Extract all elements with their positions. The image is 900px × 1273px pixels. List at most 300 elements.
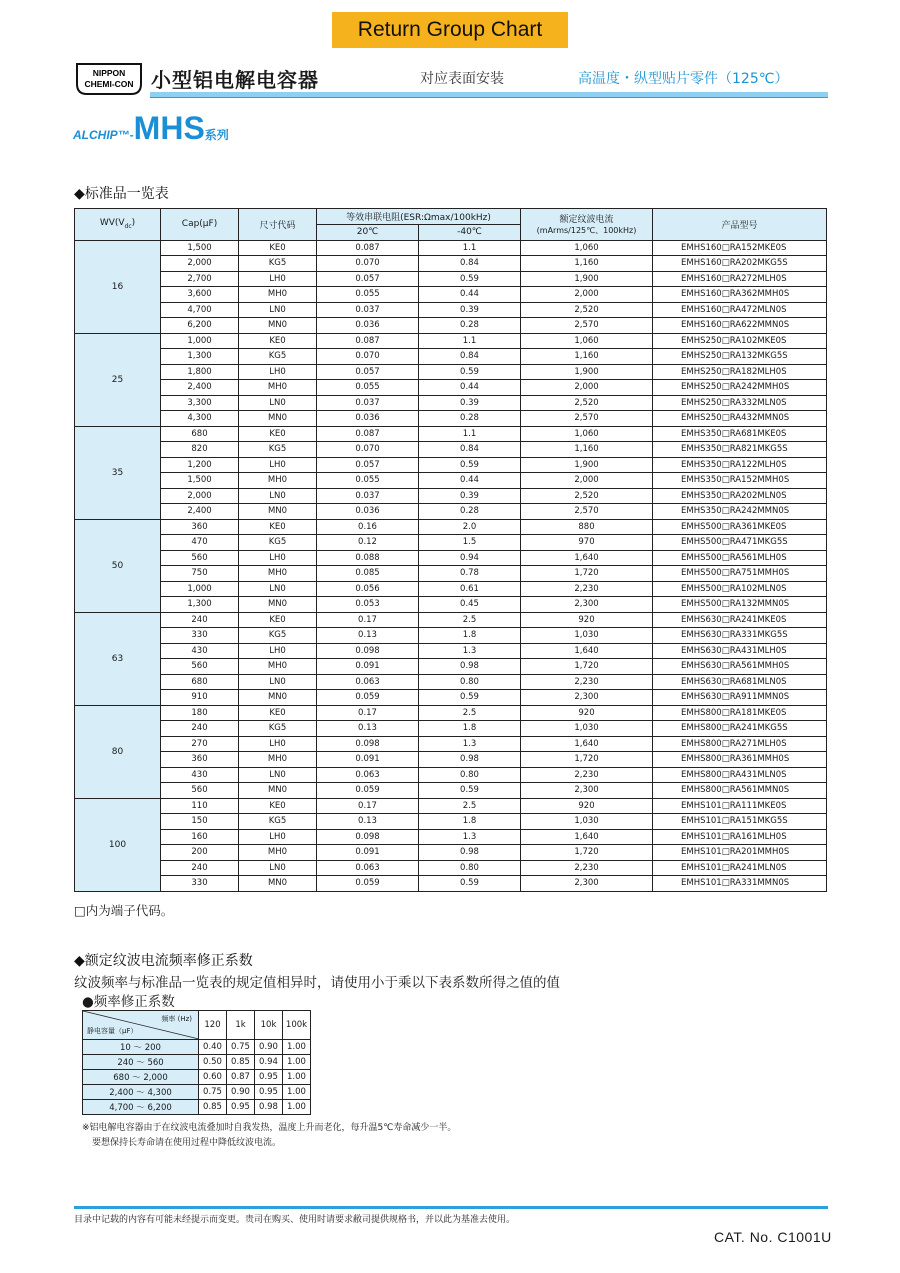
esr-minus40c-cell: 1.3 (419, 736, 521, 752)
size-code-cell: MH0 (239, 380, 317, 396)
size-code-cell: LN0 (239, 860, 317, 876)
size-code-cell: KG5 (239, 442, 317, 458)
esr-20c-cell: 0.16 (317, 519, 419, 535)
size-code-cell: KE0 (239, 333, 317, 349)
ripple-note-line-1: ※铝电解电容器由于在纹波电流叠加时自我发热，温度上升而老化，每升温5℃寿命减少一半。 (82, 1123, 457, 1133)
ripple-cell: 2,000 (521, 473, 653, 489)
size-code-cell: MN0 (239, 690, 317, 706)
size-code-cell: KE0 (239, 240, 317, 256)
size-code-cell: LH0 (239, 271, 317, 287)
ripple-cell: 1,640 (521, 829, 653, 845)
ripple-cell: 2,230 (521, 581, 653, 597)
coefficient-cell: 0.94 (255, 1055, 283, 1070)
part-number-cell: EMHS500□RA102MLN0S (653, 581, 827, 597)
ripple-cell: 1,720 (521, 845, 653, 861)
cap-cell: 3,300 (161, 395, 239, 411)
coefficient-cell: 0.85 (227, 1055, 255, 1070)
coefficient-cell: 0.95 (255, 1070, 283, 1085)
series-model: MHS (133, 110, 205, 146)
part-number-cell: EMHS500□RA751MMH0S (653, 566, 827, 582)
corner-capacitance-label: 静电容量（μF） (87, 1027, 138, 1035)
ripple-cell: 920 (521, 705, 653, 721)
part-number-cell: EMHS250□RA182MLH0S (653, 364, 827, 380)
table-row (83, 1085, 311, 1100)
table-row (75, 597, 827, 613)
esr-20c-cell: 0.057 (317, 271, 419, 287)
part-number-cell: EMHS101□RA241MLN0S (653, 860, 827, 876)
table-row (75, 876, 827, 892)
table-row (75, 240, 827, 256)
series-name (73, 110, 229, 147)
ripple-cell: 1,160 (521, 442, 653, 458)
catalog-number: CAT. No. C1001U (714, 1229, 832, 1245)
table-row (75, 442, 827, 458)
table-row (75, 457, 827, 473)
part-number-cell: EMHS350□RA152MMH0S (653, 473, 827, 489)
return-group-chart-button[interactable]: Return Group Chart (332, 12, 568, 48)
table-row (75, 302, 827, 318)
table-row (75, 519, 827, 535)
size-code-cell: MH0 (239, 845, 317, 861)
coefficient-cell: 0.95 (227, 1100, 255, 1115)
table-row (75, 721, 827, 737)
size-code-cell: MH0 (239, 752, 317, 768)
esr-20c-cell: 0.036 (317, 504, 419, 520)
header-esr: 等效串联电阻(ESR:Ωmax/100kHz) (317, 209, 521, 225)
table-row (75, 318, 827, 334)
esr-minus40c-cell: 2.5 (419, 798, 521, 814)
cap-cell: 6,200 (161, 318, 239, 334)
part-number-cell: EMHS500□RA361MKE0S (653, 519, 827, 535)
esr-minus40c-cell: 0.59 (419, 364, 521, 380)
size-code-cell: LN0 (239, 488, 317, 504)
table-row (75, 271, 827, 287)
esr-minus40c-cell: 0.80 (419, 767, 521, 783)
esr-20c-cell: 0.087 (317, 333, 419, 349)
size-code-cell: KE0 (239, 519, 317, 535)
esr-minus40c-cell: 0.28 (419, 411, 521, 427)
part-number-cell: EMHS350□RA821MKG5S (653, 442, 827, 458)
cap-cell: 4,300 (161, 411, 239, 427)
cap-cell: 560 (161, 783, 239, 799)
cap-cell: 150 (161, 814, 239, 830)
size-code-cell: MH0 (239, 473, 317, 489)
esr-minus40c-cell: 0.28 (419, 318, 521, 334)
cap-cell: 2,000 (161, 488, 239, 504)
size-code-cell: LH0 (239, 550, 317, 566)
ripple-cell: 2,300 (521, 690, 653, 706)
part-number-cell: EMHS250□RA242MMH0S (653, 380, 827, 396)
part-number-cell: EMHS800□RA181MKE0S (653, 705, 827, 721)
esr-20c-cell: 0.098 (317, 643, 419, 659)
part-number-cell: EMHS350□RA202MLN0S (653, 488, 827, 504)
cap-cell: 1,000 (161, 333, 239, 349)
esr-minus40c-cell: 0.59 (419, 876, 521, 892)
esr-minus40c-cell: 0.59 (419, 457, 521, 473)
size-code-cell: LN0 (239, 581, 317, 597)
table-row (75, 504, 827, 520)
size-code-cell: MH0 (239, 659, 317, 675)
header-part-number: 产品型号 (653, 209, 827, 241)
ripple-cell: 2,520 (521, 395, 653, 411)
coefficient-cell: 0.90 (227, 1085, 255, 1100)
size-code-cell: KG5 (239, 628, 317, 644)
ripple-cell: 2,230 (521, 860, 653, 876)
esr-minus40c-cell: 1.8 (419, 814, 521, 830)
cap-cell: 160 (161, 829, 239, 845)
standard-product-table (74, 208, 827, 892)
part-number-cell: EMHS800□RA361MMH0S (653, 752, 827, 768)
coefficient-cell: 0.90 (255, 1040, 283, 1055)
ripple-cell: 2,570 (521, 411, 653, 427)
part-number-cell: EMHS101□RA331MMN0S (653, 876, 827, 892)
cap-cell: 820 (161, 442, 239, 458)
coefficient-cell: 1.00 (283, 1100, 311, 1115)
footer-disclaimer: 目录中记载的内容有可能未经提示而变更。贵司在购买、使用时请要求敝司提供规格书，并以此为基准去使用。 (74, 1215, 516, 1225)
esr-minus40c-cell: 1.8 (419, 721, 521, 737)
ripple-cell: 920 (521, 798, 653, 814)
size-code-cell: LN0 (239, 395, 317, 411)
cap-cell: 750 (161, 566, 239, 582)
size-code-cell: MN0 (239, 411, 317, 427)
ripple-cell: 2,230 (521, 674, 653, 690)
esr-20c-cell: 0.13 (317, 814, 419, 830)
esr-20c-cell: 0.070 (317, 442, 419, 458)
part-number-cell: EMHS101□RA151MKG5S (653, 814, 827, 830)
corner-frequency-label: 频率 (Hz) (161, 1015, 192, 1023)
esr-20c-cell: 0.057 (317, 457, 419, 473)
esr-20c-cell: 0.17 (317, 705, 419, 721)
esr-minus40c-cell: 0.44 (419, 287, 521, 303)
part-number-cell: EMHS630□RA241MKE0S (653, 612, 827, 628)
esr-20c-cell: 0.13 (317, 721, 419, 737)
ripple-cell: 1,640 (521, 643, 653, 659)
coefficient-cell: 0.95 (255, 1085, 283, 1100)
esr-20c-cell: 0.056 (317, 581, 419, 597)
cap-cell: 1,300 (161, 597, 239, 613)
part-number-cell: EMHS500□RA471MKG5S (653, 535, 827, 551)
size-code-cell: MN0 (239, 504, 317, 520)
ripple-cell: 2,300 (521, 783, 653, 799)
series-suffix: 系列 (204, 128, 229, 142)
part-number-cell: EMHS800□RA431MLN0S (653, 767, 827, 783)
cap-cell: 680 (161, 674, 239, 690)
part-number-cell: EMHS630□RA911MMN0S (653, 690, 827, 706)
cap-cell: 180 (161, 705, 239, 721)
table-row (75, 287, 827, 303)
ripple-note-line-2: 要想保持长寿命请在使用过程中降低纹波电流。 (92, 1138, 282, 1148)
table-row (75, 845, 827, 861)
coefficient-cell: 1.00 (283, 1055, 311, 1070)
size-code-cell: KE0 (239, 426, 317, 442)
esr-20c-cell: 0.091 (317, 659, 419, 675)
cap-cell: 1,500 (161, 240, 239, 256)
table-row (75, 829, 827, 845)
standard-list-heading: ◆标准品一览表 (74, 186, 169, 202)
esr-20c-cell: 0.057 (317, 364, 419, 380)
capacitance-range-cell: 4,700 〜 6,200 (83, 1100, 199, 1115)
frequency-description: 纹波频率与标准品一览表的规定值相异时，请使用小于乘以下表系数所得之值的值 (74, 975, 560, 991)
frequency-subheading: ●频率修正系数 (82, 994, 175, 1010)
table-row (83, 1040, 311, 1055)
table-row (75, 566, 827, 582)
size-code-cell: KG5 (239, 535, 317, 551)
table-row (75, 395, 827, 411)
esr-minus40c-cell: 0.39 (419, 302, 521, 318)
cap-cell: 200 (161, 845, 239, 861)
feature-tagline: 高温度・纵型贴片零件（125℃） (578, 71, 789, 87)
part-number-cell: EMHS630□RA561MMH0S (653, 659, 827, 675)
esr-minus40c-cell: 0.44 (419, 380, 521, 396)
coefficient-cell: 0.75 (199, 1085, 227, 1100)
table-row (83, 1070, 311, 1085)
part-number-cell: EMHS800□RA561MMN0S (653, 783, 827, 799)
freq-col-10k: 10k (255, 1011, 283, 1040)
frequency-table-corner (83, 1011, 199, 1040)
table-row (75, 473, 827, 489)
esr-20c-cell: 0.063 (317, 767, 419, 783)
capacitance-range-cell: 10 〜 200 (83, 1040, 199, 1055)
esr-minus40c-cell: 0.39 (419, 395, 521, 411)
table-row (75, 550, 827, 566)
table-row (75, 690, 827, 706)
part-number-cell: EMHS500□RA132MMN0S (653, 597, 827, 613)
coefficient-cell: 0.50 (199, 1055, 227, 1070)
esr-minus40c-cell: 1.5 (419, 535, 521, 551)
size-code-cell: LN0 (239, 302, 317, 318)
table-row (75, 674, 827, 690)
size-code-cell: LH0 (239, 364, 317, 380)
part-number-cell: EMHS160□RA362MMH0S (653, 287, 827, 303)
size-code-cell: KE0 (239, 705, 317, 721)
esr-minus40c-cell: 0.94 (419, 550, 521, 566)
part-number-cell: EMHS630□RA331MKG5S (653, 628, 827, 644)
esr-20c-cell: 0.088 (317, 550, 419, 566)
logo-line-2: CHEMI-CON (84, 79, 134, 89)
table-row (75, 814, 827, 830)
table-row (75, 628, 827, 644)
table-row (75, 612, 827, 628)
freq-col-100k: 100k (283, 1011, 311, 1040)
size-code-cell: MH0 (239, 566, 317, 582)
esr-20c-cell: 0.091 (317, 845, 419, 861)
cap-cell: 470 (161, 535, 239, 551)
esr-minus40c-cell: 0.84 (419, 349, 521, 365)
table-row (75, 581, 827, 597)
esr-minus40c-cell: 0.59 (419, 690, 521, 706)
nippon-chemi-con-logo (73, 62, 145, 96)
esr-minus40c-cell: 1.3 (419, 643, 521, 659)
cap-cell: 1,300 (161, 349, 239, 365)
header-esr-20c: 20℃ (317, 225, 419, 241)
esr-minus40c-cell: 0.44 (419, 473, 521, 489)
size-code-cell: LN0 (239, 767, 317, 783)
esr-20c-cell: 0.055 (317, 473, 419, 489)
size-code-cell: KG5 (239, 349, 317, 365)
cap-cell: 240 (161, 612, 239, 628)
esr-minus40c-cell: 0.98 (419, 845, 521, 861)
part-number-cell: EMHS350□RA681MKE0S (653, 426, 827, 442)
wv-cell: 35 (75, 426, 161, 519)
esr-minus40c-cell: 2.0 (419, 519, 521, 535)
table-row (75, 860, 827, 876)
esr-20c-cell: 0.037 (317, 488, 419, 504)
part-number-cell: EMHS101□RA201MMH0S (653, 845, 827, 861)
size-code-cell: MN0 (239, 318, 317, 334)
esr-minus40c-cell: 1.1 (419, 426, 521, 442)
ripple-cell: 2,520 (521, 488, 653, 504)
cap-cell: 4,700 (161, 302, 239, 318)
table-row (83, 1055, 311, 1070)
size-code-cell: LH0 (239, 736, 317, 752)
header-esr-minus40c: -40℃ (419, 225, 521, 241)
table-row (75, 798, 827, 814)
cap-cell: 270 (161, 736, 239, 752)
esr-20c-cell: 0.13 (317, 628, 419, 644)
esr-minus40c-cell: 1.1 (419, 333, 521, 349)
part-number-cell: EMHS800□RA271MLH0S (653, 736, 827, 752)
coefficient-cell: 1.00 (283, 1070, 311, 1085)
header-size-code: 尺寸代码 (239, 209, 317, 241)
esr-minus40c-cell: 0.80 (419, 674, 521, 690)
esr-20c-cell: 0.085 (317, 566, 419, 582)
table-row (75, 256, 827, 272)
esr-minus40c-cell: 0.84 (419, 256, 521, 272)
part-number-cell: EMHS250□RA102MKE0S (653, 333, 827, 349)
table-row (75, 705, 827, 721)
esr-minus40c-cell: 1.1 (419, 240, 521, 256)
esr-minus40c-cell: 1.3 (419, 829, 521, 845)
esr-minus40c-cell: 0.80 (419, 860, 521, 876)
frequency-section-heading: ◆额定纹波电流频率修正系数 (74, 953, 253, 969)
esr-20c-cell: 0.059 (317, 783, 419, 799)
table-row (75, 659, 827, 675)
part-number-cell: EMHS800□RA241MKG5S (653, 721, 827, 737)
part-number-cell: EMHS500□RA561MLH0S (653, 550, 827, 566)
esr-20c-cell: 0.098 (317, 736, 419, 752)
header-cap: Cap(μF) (161, 209, 239, 241)
esr-minus40c-cell: 0.84 (419, 442, 521, 458)
table-row (75, 349, 827, 365)
ripple-cell: 970 (521, 535, 653, 551)
capacitance-range-cell: 240 〜 560 (83, 1055, 199, 1070)
table-row (75, 488, 827, 504)
header-rule-line (150, 97, 828, 98)
size-code-cell: LH0 (239, 457, 317, 473)
header-wv: $WV(V_{dc})$ (75, 209, 161, 241)
esr-minus40c-cell: 0.59 (419, 271, 521, 287)
cap-cell: 2,400 (161, 504, 239, 520)
coefficient-cell: 0.98 (255, 1100, 283, 1115)
part-number-cell: EMHS250□RA332MLN0S (653, 395, 827, 411)
cap-cell: 240 (161, 860, 239, 876)
esr-20c-cell: 0.063 (317, 860, 419, 876)
capacitance-range-cell: 2,400 〜 4,300 (83, 1085, 199, 1100)
ripple-cell: 1,720 (521, 566, 653, 582)
esr-20c-cell: 0.037 (317, 302, 419, 318)
capacitance-range-cell: 680 〜 2,000 (83, 1070, 199, 1085)
ripple-cell: 1,640 (521, 550, 653, 566)
size-code-cell: KE0 (239, 612, 317, 628)
part-number-cell: EMHS160□RA622MMN0S (653, 318, 827, 334)
ripple-cell: 920 (521, 612, 653, 628)
terminal-code-note: □内为端子代码。 (74, 903, 174, 918)
esr-20c-cell: 0.087 (317, 426, 419, 442)
cap-cell: 680 (161, 426, 239, 442)
esr-20c-cell: 0.17 (317, 798, 419, 814)
coefficient-cell: 0.60 (199, 1070, 227, 1085)
cap-cell: 2,000 (161, 256, 239, 272)
esr-minus40c-cell: 2.5 (419, 705, 521, 721)
esr-minus40c-cell: 0.78 (419, 566, 521, 582)
table-row (75, 411, 827, 427)
footer-rule (74, 1206, 828, 1209)
esr-20c-cell: 0.059 (317, 690, 419, 706)
esr-20c-cell: 0.070 (317, 349, 419, 365)
page-subtitle: 对应表面安装 (420, 71, 504, 87)
part-number-cell: EMHS160□RA472MLN0S (653, 302, 827, 318)
esr-20c-cell: 0.059 (317, 876, 419, 892)
freq-col-1k: 1k (227, 1011, 255, 1040)
ripple-cell: 880 (521, 519, 653, 535)
table-row (75, 767, 827, 783)
ripple-cell: 2,300 (521, 876, 653, 892)
ripple-cell: 2,570 (521, 504, 653, 520)
cap-cell: 1,000 (161, 581, 239, 597)
ripple-cell: 2,000 (521, 380, 653, 396)
ripple-cell: 1,060 (521, 240, 653, 256)
cap-cell: 2,700 (161, 271, 239, 287)
size-code-cell: MN0 (239, 783, 317, 799)
size-code-cell: KG5 (239, 256, 317, 272)
coefficient-cell: 0.40 (199, 1040, 227, 1055)
esr-minus40c-cell: 0.28 (419, 504, 521, 520)
wv-cell: 63 (75, 612, 161, 705)
esr-20c-cell: 0.063 (317, 674, 419, 690)
ripple-cell: 1,060 (521, 426, 653, 442)
ripple-cell: 1,030 (521, 628, 653, 644)
esr-minus40c-cell: 0.98 (419, 659, 521, 675)
esr-20c-cell: 0.037 (317, 395, 419, 411)
table-row (75, 783, 827, 799)
size-code-cell: LH0 (239, 643, 317, 659)
size-code-cell: KE0 (239, 798, 317, 814)
ripple-cell: 1,720 (521, 659, 653, 675)
logo-line-1: NIPPON (92, 68, 126, 78)
table-row (75, 426, 827, 442)
ripple-cell: 1,640 (521, 736, 653, 752)
ripple-cell: 1,720 (521, 752, 653, 768)
part-number-cell: EMHS250□RA432MMN0S (653, 411, 827, 427)
cap-cell: 3,600 (161, 287, 239, 303)
cap-cell: 360 (161, 752, 239, 768)
part-number-cell: EMHS350□RA122MLH0S (653, 457, 827, 473)
ripple-cell: 1,030 (521, 721, 653, 737)
cap-cell: 240 (161, 721, 239, 737)
ripple-cell: 1,160 (521, 349, 653, 365)
cap-cell: 330 (161, 628, 239, 644)
table-row (75, 643, 827, 659)
esr-20c-cell: 0.17 (317, 612, 419, 628)
esr-20c-cell: 0.055 (317, 380, 419, 396)
esr-20c-cell: 0.055 (317, 287, 419, 303)
esr-20c-cell: 0.036 (317, 411, 419, 427)
cap-cell: 1,800 (161, 364, 239, 380)
header-ripple: 额定纹波电流 (mArms/125℃、100kHz) (521, 209, 653, 241)
esr-20c-cell: 0.053 (317, 597, 419, 613)
ripple-cell: 2,000 (521, 287, 653, 303)
esr-minus40c-cell: 0.98 (419, 752, 521, 768)
